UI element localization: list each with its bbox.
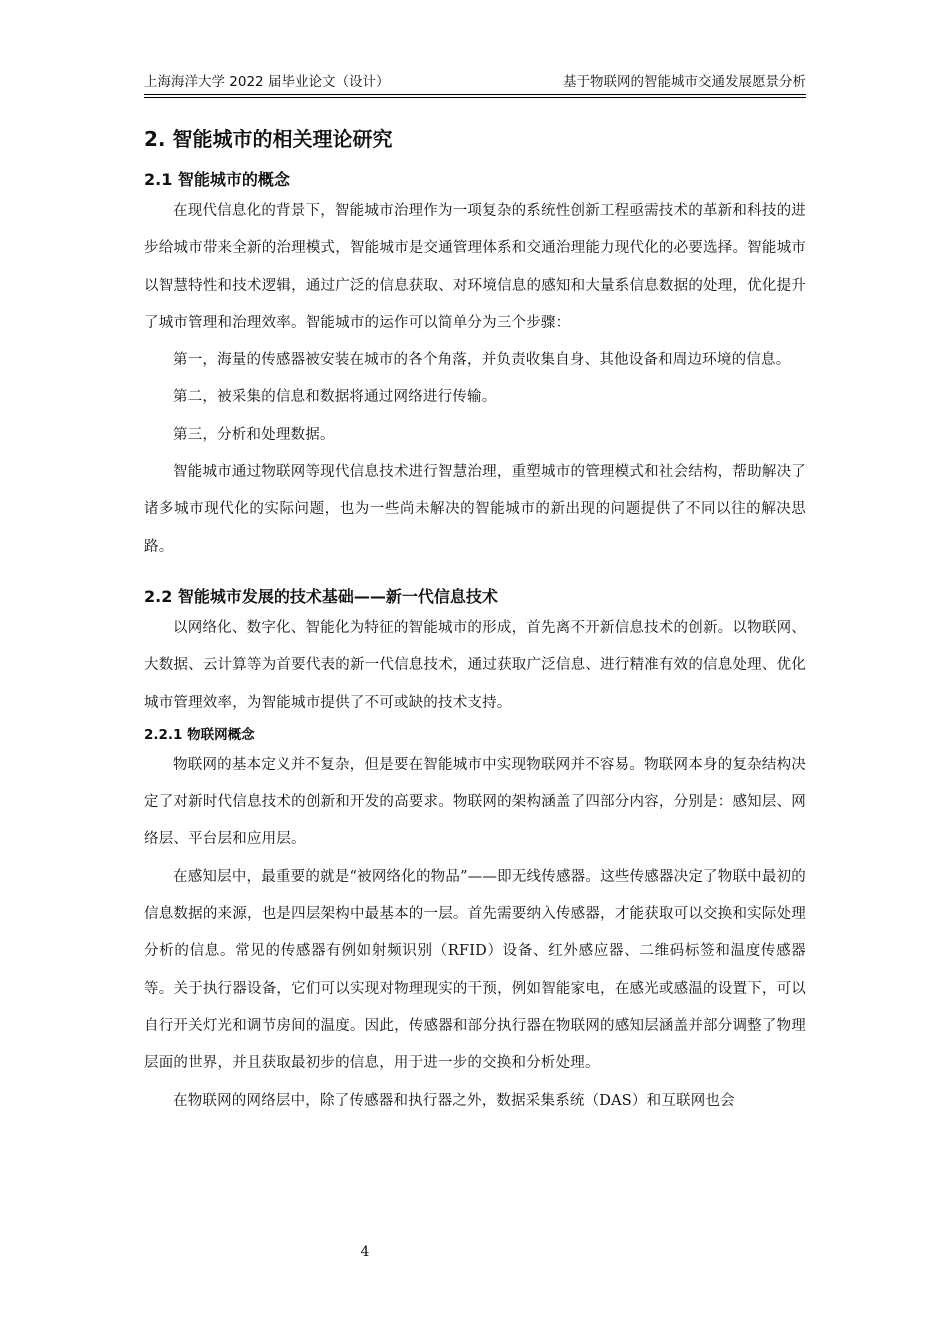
page-number: 4 bbox=[360, 1244, 370, 1260]
header-rule-thin bbox=[144, 97, 806, 98]
paragraph: 第一，海量的传感器被安装在城市的各个角落，并负责收集自身、其他设备和周边环境的信息。 bbox=[173, 352, 791, 369]
chapter-title: 2. 智能城市的相关理论研究 bbox=[144, 127, 393, 151]
paragraph: 在现代信息化的背景下，智能城市治理作为一项复杂的系统性创新工程亟需技术的革新和科技的进步给城市带来全新的治理模式，智能城市是交通管理体系和交通治理能力现代化的必要选择。智能城市以智慧特性和技术逻辑，通过广泛的信息获取、对环境信息的感知和大量系信息数据的处理，优化提升了城市管理和治理效率。智能城市的运作可以简单分为三个步骤： bbox=[144, 203, 806, 331]
paragraph: 第二，被采集的信息和数据将通过网络进行传输。 bbox=[173, 389, 497, 406]
page-header bbox=[144, 70, 806, 92]
header-thesis-title: 上海海洋大学 2022 届毕业论文（设计） bbox=[144, 74, 390, 90]
paragraph: 智能城市通过物联网等现代信息技术进行智慧治理，重塑城市的管理模式和社会结构，帮助解决了诸多城市现代化的实际问题，也为一些尚未解决的智能城市的新出现的问题提供了不同以往的解决思路。 bbox=[144, 464, 806, 555]
page-body bbox=[144, 124, 806, 1120]
paragraph: 以网络化、数字化、智能化为特征的智能城市的形成，首先离不开新信息技术的创新。以物联网、大数据、云计算等为首要代表的新一代信息技术，通过获取广泛信息、进行精准有效的信息处理、优化城市管理效率，为智能城市提供了不可或缺的技术支持。 bbox=[144, 619, 806, 711]
subsection-title-2-2-1: 2.2.1 物联网概念 bbox=[144, 726, 255, 743]
paragraph: 在感知层中，最重要的就是“被网络化的物品”——即无线传感器。这些传感器决定了物联中最初的信息数据的来源，也是四层架构中最基本的一层。首先需要纳入传感器，才能获取可以交换和实际处理分析的信息。常见的传感器有例如射频识别（RFID）设备、红外感应器、二维码标签和温度传感器等。关于执行器设备，它们可以实现对物理现实的干预，例如智能家电，在感光或感温的设置下，可以自行开关灯光和调节房间的温度。因此，传感器和部分执行器在物联网的感知层涵盖并部分调整了物理层面的世界，并且获取最初步的信息，用于进一步的交换和分析处理。 bbox=[144, 868, 806, 1072]
section-title-2-2: 2.2 智能城市发展的技术基础——新一代信息技术 bbox=[144, 586, 498, 606]
header-rule bbox=[144, 94, 806, 95]
header-paper-title: 基于物联网的智能城市交通发展愿景分析 bbox=[563, 74, 806, 90]
paragraph: 第三，分析和处理数据。 bbox=[173, 426, 335, 443]
paragraph: 在物联网的网络层中，除了传感器和执行器之外，数据采集系统（DAS）和互联网也会 bbox=[173, 1092, 735, 1109]
section-title-2-1: 2.1 智能城市的概念 bbox=[144, 170, 290, 189]
paragraph: 物联网的基本定义并不复杂，但是要在智能城市中实现物联网并不容易。物联网本身的复杂结构决定了对新时代信息技术的创新和开发的高要求。物联网的架构涵盖了四部分内容，分别是：感知层、网络层、平台层和应用层。 bbox=[144, 756, 806, 848]
